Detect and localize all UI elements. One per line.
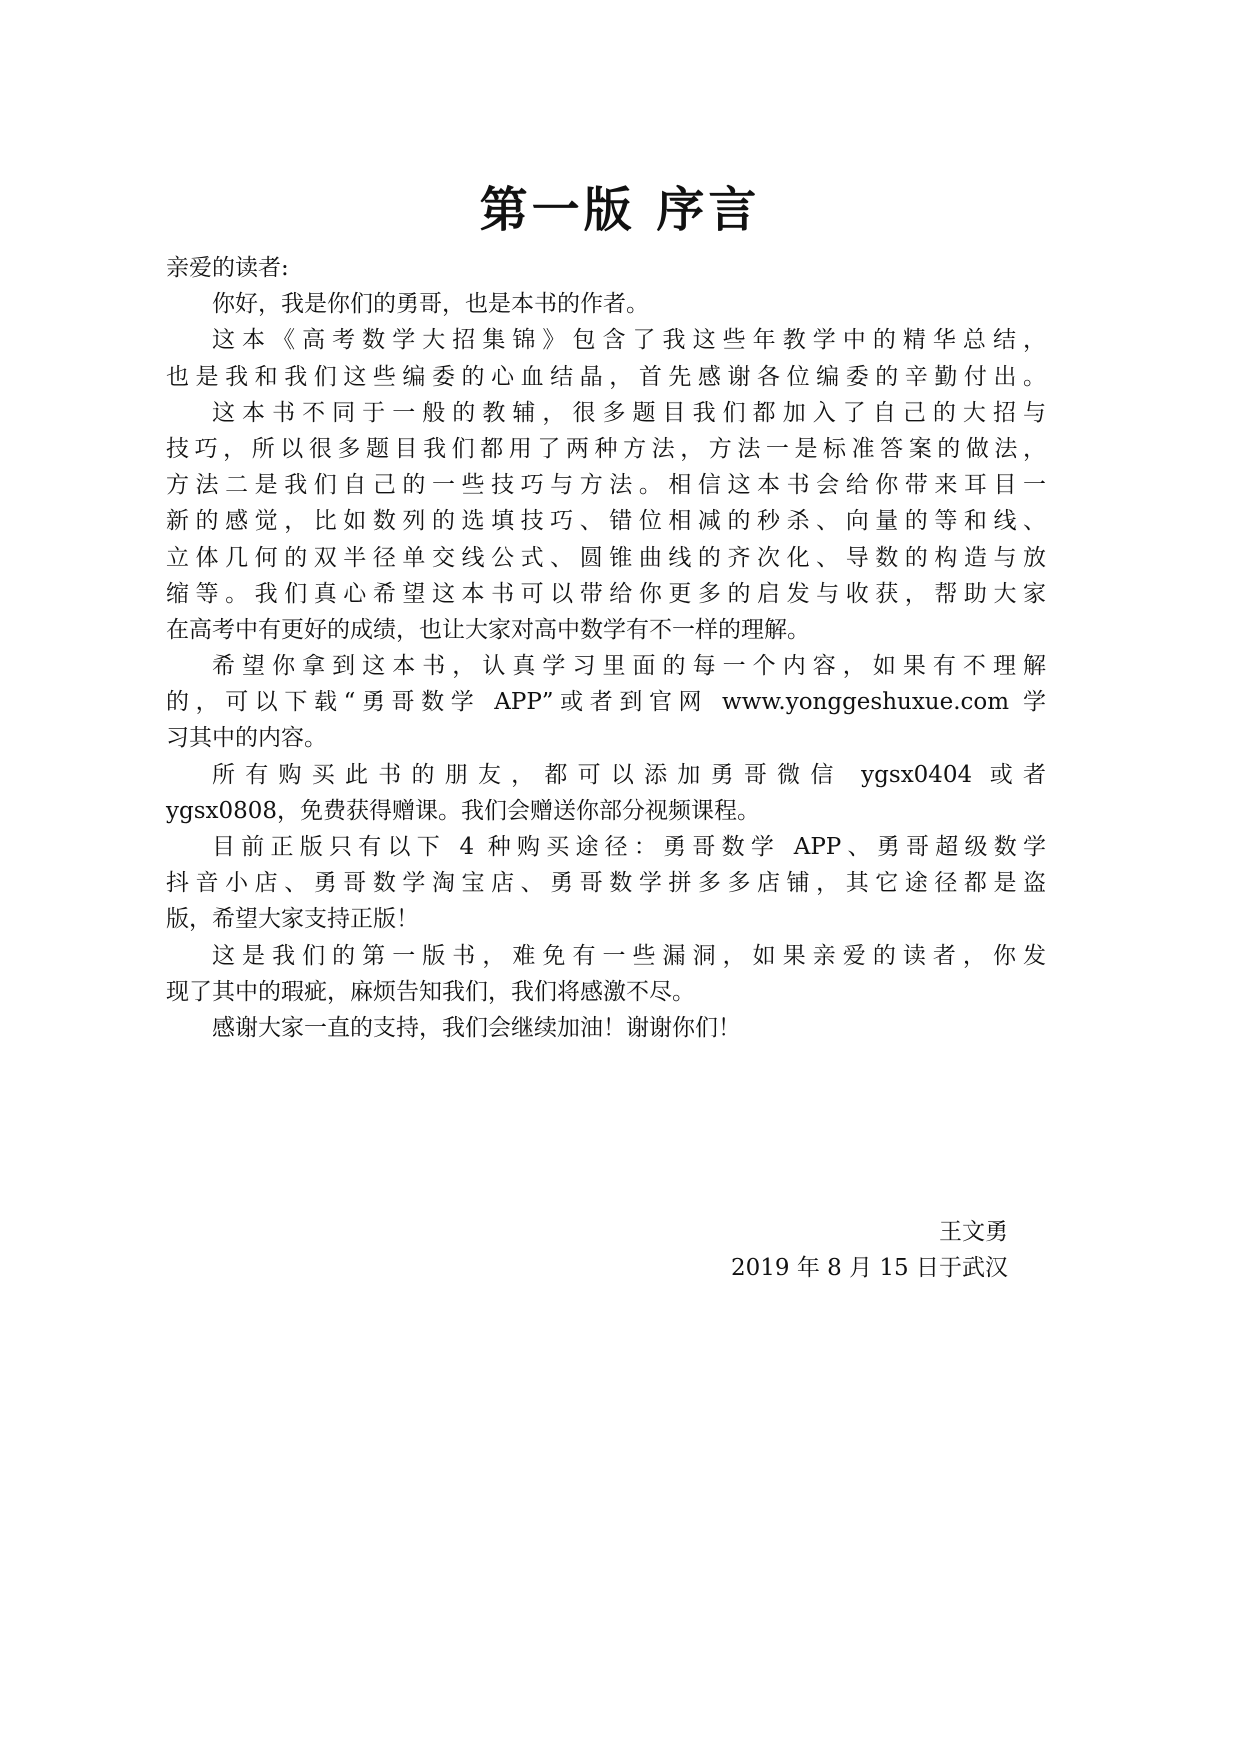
text-line: 新的感觉，比如数列的选填技巧、错位相减的秒杀、向量的等和线、	[166, 508, 1046, 535]
text-line: 你好，我是你们的勇哥，也是本书的作者。	[212, 291, 649, 318]
text-line: ygsx0808，免费获得赠课。我们会赠送你部分视频课程。	[166, 797, 761, 824]
text-line: 也是我和我们这些编委的心血结晶，首先感谢各位编委的辛勤付出。	[166, 363, 1046, 390]
text-line: 技巧，所以很多题目我们都用了两种方法，方法一是标准答案的做法，	[166, 435, 1046, 462]
text-line: 这本《高考数学大招集锦》包含了我这些年教学中的精华总结，	[212, 327, 1046, 354]
text-line: 习其中的内容。	[166, 725, 327, 752]
text-line: 在高考中有更好的成绩，也让大家对高中数学有不一样的理解。	[166, 616, 810, 643]
text-line: 希望你拿到这本书，认真学习里面的每一个内容，如果有不理解	[212, 653, 1046, 680]
signature-block	[731, 1214, 1008, 1286]
preface-body	[166, 250, 1046, 1046]
text-line: 缩等。我们真心希望这本书可以带给你更多的启发与收获，帮助大家	[166, 580, 1046, 607]
text-line: 感谢大家一直的支持，我们会继续加油！谢谢你们！	[212, 1014, 741, 1041]
text-line: 立体几何的双半径单交线公式、圆锥曲线的齐次化、导数的构造与放	[166, 544, 1046, 571]
author-name: 王文勇	[939, 1219, 1008, 1245]
text-line: 这是我们的第一版书，难免有一些漏洞，如果亲爱的读者，你发	[212, 942, 1046, 969]
text-line: 抖音小店、勇哥数学淘宝店、勇哥数学拼多多店铺，其它途径都是盗	[166, 870, 1046, 897]
text-line-website: 的，可以下载“勇哥数学 APP”或者到官网 www.yonggeshuxue.com 学	[166, 689, 1046, 716]
text-line-wechat: 所有购买此书的朋友，都可以添加勇哥微信 ygsx0404 或者	[212, 761, 1046, 788]
date-place: 2019 年 8 月 15 日于武汉	[731, 1255, 1008, 1281]
text-line: 目前正版只有以下 4 种购买途径：勇哥数学 APP、勇哥超级数学	[212, 834, 1046, 860]
text-line: 方法二是我们自己的一些技巧与方法。相信这本书会给你带来耳目一	[166, 472, 1046, 499]
page-title: 第一版 序言	[479, 182, 761, 239]
text-line: 现了其中的瑕疵，麻烦告知我们，我们将感激不尽。	[166, 978, 695, 1005]
text-line: 这本书不同于一般的教辅，很多题目我们都加入了自己的大招与	[212, 399, 1046, 426]
salutation: 亲爱的读者:	[166, 255, 289, 281]
text-line: 版，希望大家支持正版！	[166, 906, 419, 933]
